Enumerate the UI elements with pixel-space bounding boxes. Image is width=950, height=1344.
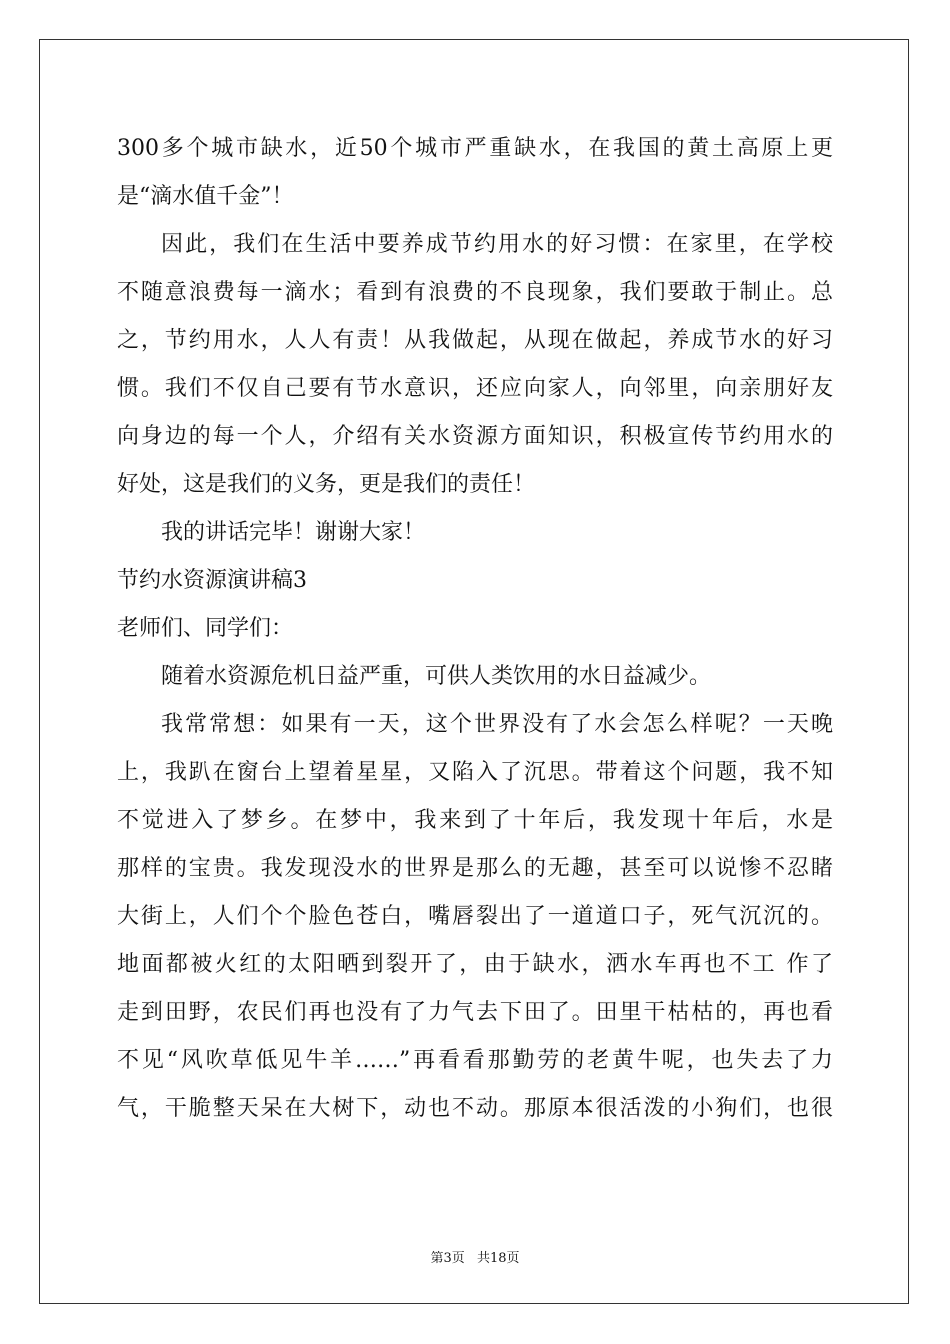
text-line: 惯。我们不仅自己要有节水意识，还应向家人，向邻里，向亲朋好友	[117, 376, 833, 401]
page-footer	[0, 1247, 950, 1266]
text-line: 随着水资源危机日益严重，可供人类饮用的水日益减少。	[161, 664, 712, 689]
text-line: 那样的宝贵。我发现没水的世界是那么的无趣，甚至可以说惨不忍睹	[117, 856, 833, 881]
text-line: 节约水资源演讲稿3	[117, 568, 307, 593]
text-line: 因此，我们在生活中要养成节约用水的好习惯：在家里，在学校	[161, 232, 833, 257]
page-number: 第3页	[430, 1251, 465, 1266]
document-body	[117, 125, 833, 1133]
text-line: 上，我趴在窗台上望着星星，又陷入了沉思。带着这个问题，我不知	[117, 760, 833, 785]
text-line: 我的讲话完毕！谢谢大家！	[161, 520, 426, 545]
text-line: 地面都被火红的太阳晒到裂开了，由于缺水，洒水车再也不工 作了	[117, 952, 833, 977]
text-line: 不见“风吹草低见牛羊……”再看看那勤劳的老黄牛呢，也失去了力	[117, 1048, 833, 1073]
text-line: 之，节约用水，人人有责！从我做起，从现在做起，养成节水的好习	[117, 328, 833, 353]
text-line: 气，干脆整天呆在大树下，动也不动。那原本很活泼的小狗们，也很	[117, 1096, 833, 1121]
text-line: 不觉进入了梦乡。在梦中，我来到了十年后，我发现十年后，水是	[117, 808, 833, 833]
text-line: 老师们、同学们：	[117, 616, 294, 641]
page-total: 共18页	[476, 1251, 520, 1266]
text-line: 300多个城市缺水，近50个城市严重缺水，在我国的黄土高原上更	[117, 136, 833, 161]
text-line: 走到田野，农民们再也没有了力气去下田了。田里干枯枯的，再也看	[117, 1000, 833, 1025]
text-line: 不随意浪费每一滴水；看到有浪费的不良现象，我们要敢于制止。总	[117, 280, 833, 305]
text-line: 向身边的每一个人，介绍有关水资源方面知识，积极宣传节约用水的	[117, 424, 833, 449]
text-line: 好处，这是我们的义务，更是我们的责任！	[117, 472, 536, 497]
text-line: 我常常想：如果有一天，这个世界没有了水会怎么样呢？一天晚	[161, 712, 833, 737]
text-line: 是“滴水值千金”！	[117, 184, 294, 209]
text-line: 大街上，人们个个脸色苍白，嘴唇裂出了一道道口子，死气沉沉的。	[117, 904, 833, 929]
